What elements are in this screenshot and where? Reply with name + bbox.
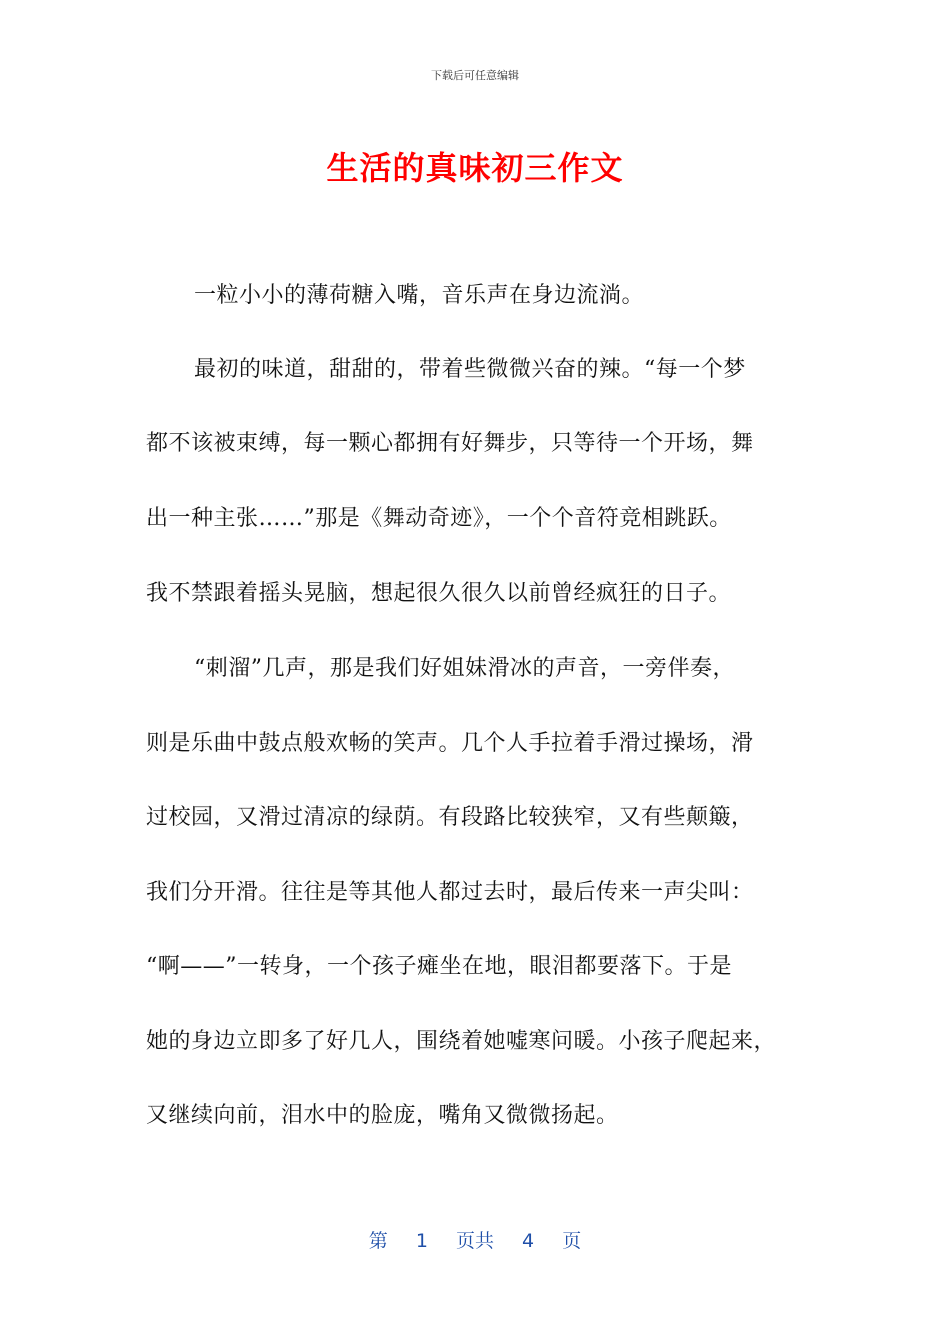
paragraph-line: 我们分开滑。往往是等其他人都过去时，最后传来一声尖叫： (146, 880, 754, 905)
footer-suffix: 页 (562, 1230, 582, 1252)
paragraph-line: “刺溜”几声，那是我们好姐妹滑冰的声音，一旁伴奏， (194, 656, 735, 681)
paragraph-line: 出一种主张……”那是《舞动奇迹》，一个个音符竞相跳跃。 (146, 506, 732, 531)
paragraph-line: 都不该被束缚，每一颗心都拥有好舞步，只等待一个开场，舞 (146, 431, 754, 456)
paragraph-line: 则是乐曲中鼓点般欢畅的笑声。几个人手拉着手滑过操场，滑 (146, 731, 754, 756)
paragraph-line: 又继续向前，泪水中的脸庞，嘴角又微微扬起。 (146, 1103, 619, 1128)
footer-middle: 页共 (455, 1230, 494, 1252)
footer-prefix: 第 (368, 1230, 388, 1252)
paragraph-line: 最初的味道，甜甜的，带着些微微兴奋的辣。“每一个梦 (194, 357, 746, 382)
paragraph-line: 我不禁跟着摇头晃脑，想起很久很久以前曾经疯狂的日子。 (146, 581, 732, 606)
paragraph-line: 过校园，又滑过清凉的绿荫。有段路比较狭窄，又有些颠簸， (146, 805, 754, 830)
footer-current-page: 1 (415, 1230, 428, 1252)
paragraph-line: 一粒小小的薄荷糖入嘴，音乐声在身边流淌。 (194, 283, 645, 308)
paragraph-line: 她的身边立即多了好几人，围绕着她嘘寒问暖。小孩子爬起来， (146, 1029, 777, 1054)
header-note: 下载后可任意编辑 (431, 69, 519, 82)
page-title: 生活的真味初三作文 (326, 149, 624, 187)
footer-total-pages: 4 (522, 1230, 535, 1252)
paragraph-line: “啊——”一转身，一个孩子瘫坐在地，眼泪都要落下。于是 (146, 954, 732, 979)
page-footer (0, 1226, 950, 1253)
